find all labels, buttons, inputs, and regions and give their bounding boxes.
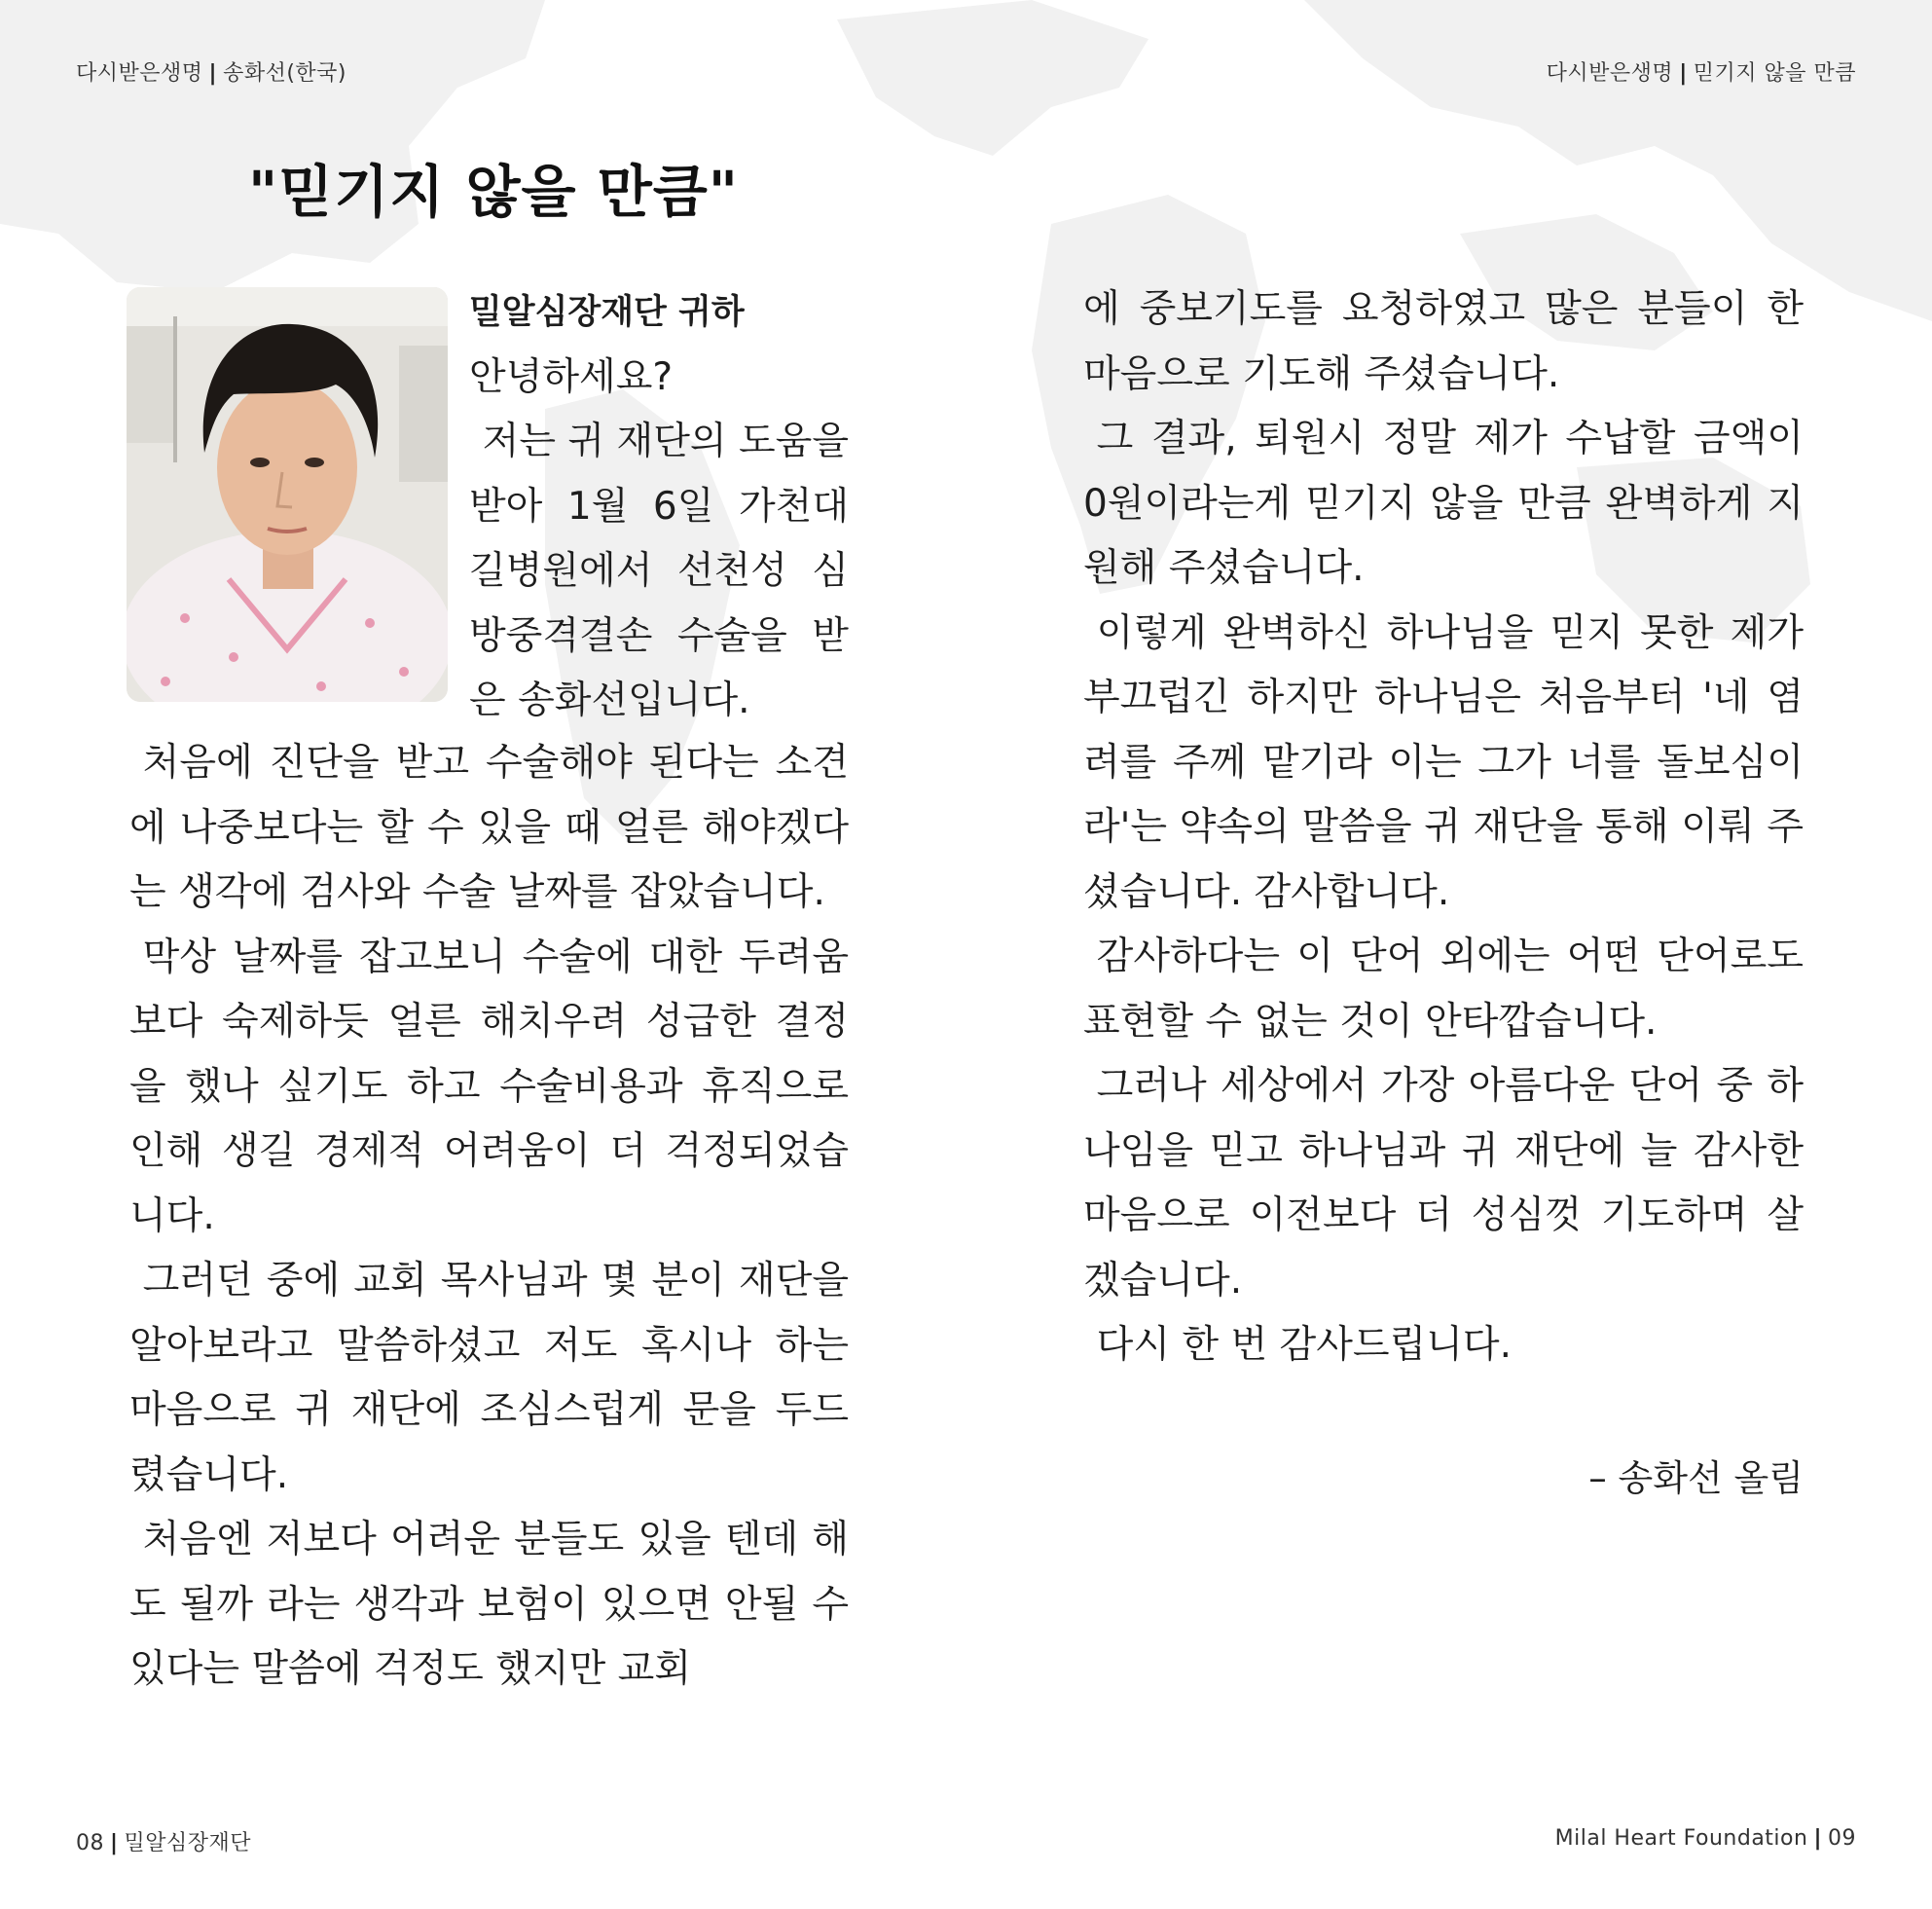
letter-paragraph: 다시 한 번 감사드립니다. — [1096, 1323, 1512, 1367]
article-title: "믿기지 않을 만큼" — [248, 159, 740, 225]
header-separator: | — [1679, 61, 1688, 86]
letter-right-column — [1083, 277, 1804, 1378]
letter-left-column — [129, 731, 849, 1703]
letter-signature: – 송화선 올림 — [1588, 1457, 1804, 1499]
footer-left — [76, 1826, 251, 1856]
letter-paragraph: 처음엔 저보다 어려운 분들도 있을 텐데 해도 될까 라는 생각과 보험이 있으면 안될 수 있다는 말씀에 걱정도 했지만 교회 — [129, 1518, 849, 1691]
letter-paragraph: 막상 날짜를 잡고보니 수술에 대한 두려움보다 숙제하듯 얼른 해치우려 성급한 결정을 했나 싶기도 하고 수술비용과 휴직으로 인해 생길 경제적 어려움이 더 걱정되었습니다. — [129, 935, 849, 1238]
footer-org: Milal Heart Foundation — [1554, 1826, 1808, 1851]
letter-paragraph: 그러던 중에 교회 목사님과 몇 분이 재단을 알아보라고 말씀하셨고 저도 혹시나 하는 마음으로 귀 재단에 조심스럽게 문을 두드렸습니다. — [129, 1259, 849, 1497]
page-number: 08 — [76, 1831, 104, 1855]
letter-paragraph: 처음에 진단을 받고 수술해야 된다는 소견에 나중보다는 할 수 있을 때 얼른 해야겠다는 생각에 검사와 수술 날짜를 잡았습니다. — [129, 741, 849, 914]
footer-org: 밀알심장재단 — [124, 1831, 252, 1855]
letter-intro-paragraph: 저는 귀 재단의 도움을 받아 1월 6일 가천대 길병원에서 선천성 심방중격결손 수술을 받은 송화선입니다. — [469, 420, 849, 722]
letter-paragraph: 에 중보기도를 요청하였고 많은 분들이 한마음으로 기도해 주셨습니다. — [1083, 287, 1804, 396]
letter-paragraph: 그 결과, 퇴원시 정말 제가 수납할 금액이 0원이라는게 믿기지 않을 만큼 완벽하게 지원해 주셨습니다. — [1083, 417, 1804, 590]
header-separator: | — [208, 61, 218, 86]
header-series: 다시받은생명 — [76, 61, 203, 86]
footer-separator: | — [110, 1831, 119, 1855]
page-number: 09 — [1828, 1826, 1856, 1851]
header-article-title: 믿기지 않을 만큼 — [1693, 61, 1856, 86]
letter-addressee: 밀알심장재단 귀하 — [469, 293, 745, 332]
letter-paragraph: 이렇게 완벽하신 하나님을 믿지 못한 제가 부끄럽긴 하지만 하나님은 처음부터 '네 염려를 주께 맡기라 이는 그가 너를 돌보심이라'는 약속의 말씀을 귀 재단을 통해 이뤄 주셨습니다. 감사합니다. — [1083, 610, 1804, 914]
header-author: 송화선(한국) — [223, 61, 346, 86]
letter-greeting: 안녕하세요? — [469, 354, 674, 399]
letter-paragraph: 그러나 세상에서 가장 아름다운 단어 중 하나임을 믿고 하나님과 귀 재단에 늘 감사한 마음으로 이전보다 더 성심껏 기도하며 살겠습니다. — [1083, 1064, 1804, 1303]
letter-paragraph: 감사하다는 이 단어 외에는 어떤 단어로도 표현할 수 없는 것이 안타깝습니다. — [1083, 935, 1804, 1044]
header-series: 다시받은생명 — [1546, 61, 1674, 86]
footer-separator: | — [1813, 1826, 1822, 1851]
header-left — [76, 56, 346, 87]
footer-right — [1555, 1826, 1856, 1851]
header-right — [1547, 56, 1856, 87]
letter-intro — [469, 280, 849, 734]
portrait-photo — [127, 287, 448, 702]
